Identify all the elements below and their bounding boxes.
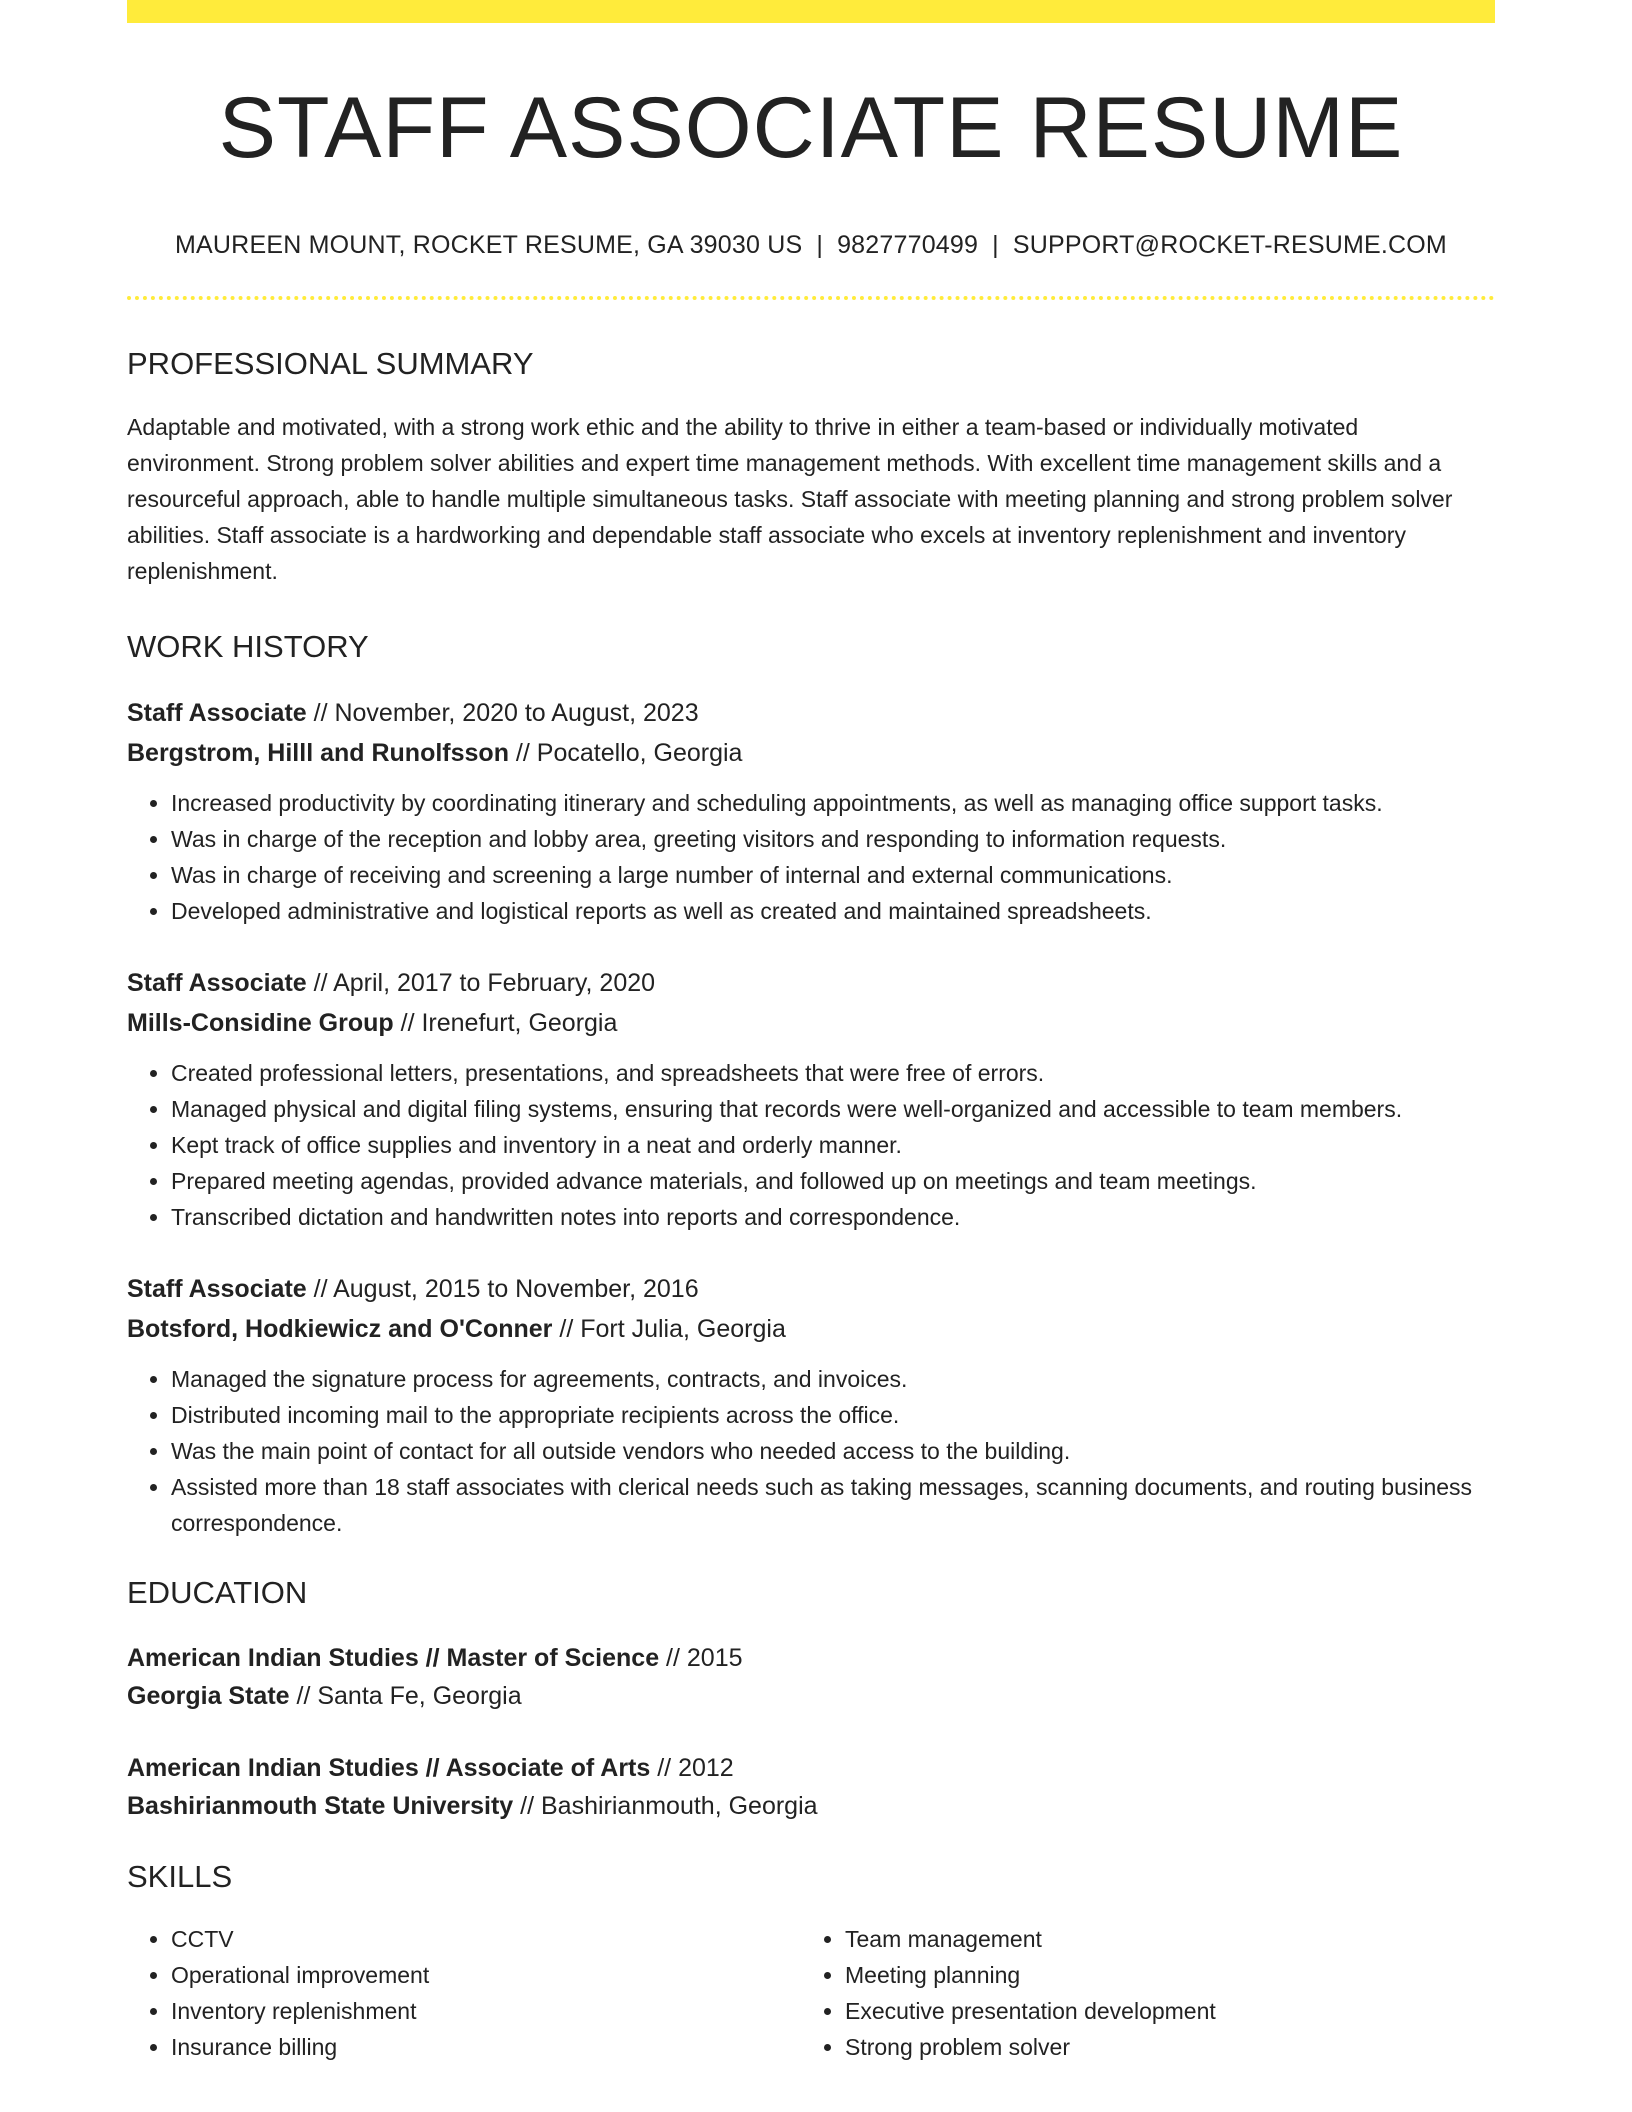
list-item: • Was the main point of contact for all outside vendors who needed access to the building. — [171, 1433, 1495, 1469]
job-company-line — [127, 1309, 1495, 1349]
education-school-line — [127, 1677, 1495, 1715]
education-location: // Bashirianmouth, Georgia — [513, 1792, 818, 1821]
education-entry — [127, 1749, 1495, 1825]
job-title: Staff Associate — [127, 1275, 307, 1304]
job-location: // Irenefurt, Georgia — [393, 1009, 618, 1038]
job-location: // Pocatello, Georgia — [508, 739, 743, 768]
contact-separator: | — [992, 231, 999, 260]
list-item: • Was in charge of the reception and lobby area, greeting visitors and responding to information requests. — [171, 821, 1495, 857]
job-bullets — [127, 1361, 1495, 1541]
education-year: // 2015 — [659, 1644, 743, 1673]
summary-heading: PROFESSIONAL SUMMARY — [127, 346, 534, 382]
dotted-divider — [127, 296, 1495, 300]
list-item: • Transcribed dictation and handwritten notes into reports and correspondence. — [171, 1199, 1495, 1235]
list-item: • Distributed incoming mail to the appropriate recipients across the office. — [171, 1397, 1495, 1433]
list-item: • Managed physical and digital filing systems, ensuring that records were well-organized and accessible to team members. — [171, 1091, 1495, 1127]
job-title-line — [127, 693, 1495, 733]
job-company-line — [127, 733, 1495, 773]
job-dates: // November, 2020 to August, 2023 — [306, 699, 699, 728]
contact-phone: 9827770499 — [837, 231, 979, 260]
job-bullets — [127, 785, 1495, 929]
job-entry — [127, 1269, 1495, 1541]
job-company: Bergstrom, Hilll and Runolfsson — [127, 739, 509, 768]
skills-columns — [127, 1921, 1495, 2065]
skill-item: • Team management — [845, 1921, 1475, 1957]
education-degree: American Indian Studies // Associate of Arts — [127, 1754, 651, 1783]
contact-address: MAUREEN MOUNT, ROCKET RESUME, GA 39030 US — [175, 231, 803, 260]
skill-item: • Executive presentation development — [845, 1993, 1475, 2029]
job-title-line — [127, 1269, 1495, 1309]
list-item: • Developed administrative and logistical reports as well as created and maintained spreadsheets. — [171, 893, 1495, 929]
skill-item: • Insurance billing — [171, 2029, 801, 2065]
education-degree: American Indian Studies // Master of Science — [127, 1644, 660, 1673]
list-item: • Increased productivity by coordinating itinerary and scheduling appointments, as well as managing office support tasks. — [171, 785, 1495, 821]
list-item: • Prepared meeting agendas, provided advance materials, and followed up on meetings and team meetings. — [171, 1163, 1495, 1199]
list-item: • Was in charge of receiving and screening a large number of internal and external communications. — [171, 857, 1495, 893]
education-school: Georgia State — [127, 1682, 290, 1711]
education-school-line — [127, 1787, 1495, 1825]
job-entry — [127, 963, 1495, 1235]
job-title-line — [127, 963, 1495, 1003]
job-title: Staff Associate — [127, 699, 307, 728]
skill-item: • Inventory replenishment — [171, 1993, 801, 2029]
job-company: Botsford, Hodkiewicz and O'Conner — [127, 1315, 553, 1344]
education-degree-line — [127, 1639, 1495, 1677]
education-heading: EDUCATION — [127, 1575, 308, 1611]
education-year: // 2012 — [650, 1754, 734, 1783]
list-item: • Kept track of office supplies and inventory in a neat and orderly manner. — [171, 1127, 1495, 1163]
education-entry — [127, 1639, 1495, 1715]
list-item: • Managed the signature process for agreements, contracts, and invoices. — [171, 1361, 1495, 1397]
skill-item: • CCTV — [171, 1921, 801, 1957]
contact-line — [127, 231, 1495, 260]
job-location: // Fort Julia, Georgia — [552, 1315, 786, 1344]
job-dates: // August, 2015 to November, 2016 — [306, 1275, 699, 1304]
resume-title: STAFF ASSOCIATE RESUME — [218, 80, 1404, 176]
education-school: Bashirianmouth State University — [127, 1792, 514, 1821]
work-history-heading: WORK HISTORY — [127, 629, 369, 665]
top-accent-bar — [127, 0, 1495, 23]
skills-right-column — [801, 1921, 1475, 2065]
list-item: • Created professional letters, presentations, and spreadsheets that were free of errors. — [171, 1055, 1495, 1091]
resume-page — [127, 0, 1495, 2065]
summary-text: Adaptable and motivated, with a strong work ethic and the ability to thrive in either a team-based or individually motivated environment. Strong problem solver abilities and expert time management methods. With excellent time management skills and a resourceful approach, able to handle multiple simultaneous tasks. Staff associate with meeting planning and strong problem solver abilities. Staff associate is a hardworking and dependable staff associate who excels at inventory replenishment and inventory replenishment. — [127, 414, 1453, 585]
skill-item: • Meeting planning — [845, 1957, 1475, 1993]
job-company-line — [127, 1003, 1495, 1043]
skill-item: • Strong problem solver — [845, 2029, 1475, 2065]
education-degree-line — [127, 1749, 1495, 1787]
job-title: Staff Associate — [127, 969, 307, 998]
contact-email: SUPPORT@ROCKET-RESUME.COM — [1012, 231, 1447, 260]
education-location: // Santa Fe, Georgia — [289, 1682, 522, 1711]
skill-item: • Operational improvement — [171, 1957, 801, 1993]
job-company: Mills-Considine Group — [127, 1009, 394, 1038]
skills-heading: SKILLS — [127, 1859, 233, 1895]
job-bullets — [127, 1055, 1495, 1235]
skills-left-column — [127, 1921, 801, 2065]
contact-separator: | — [816, 231, 824, 260]
list-item: • Assisted more than 18 staff associates with clerical needs such as taking messages, scanning documents, and routing business correspondence. — [171, 1469, 1495, 1541]
job-dates: // April, 2017 to February, 2020 — [306, 969, 656, 998]
job-entry — [127, 693, 1495, 929]
